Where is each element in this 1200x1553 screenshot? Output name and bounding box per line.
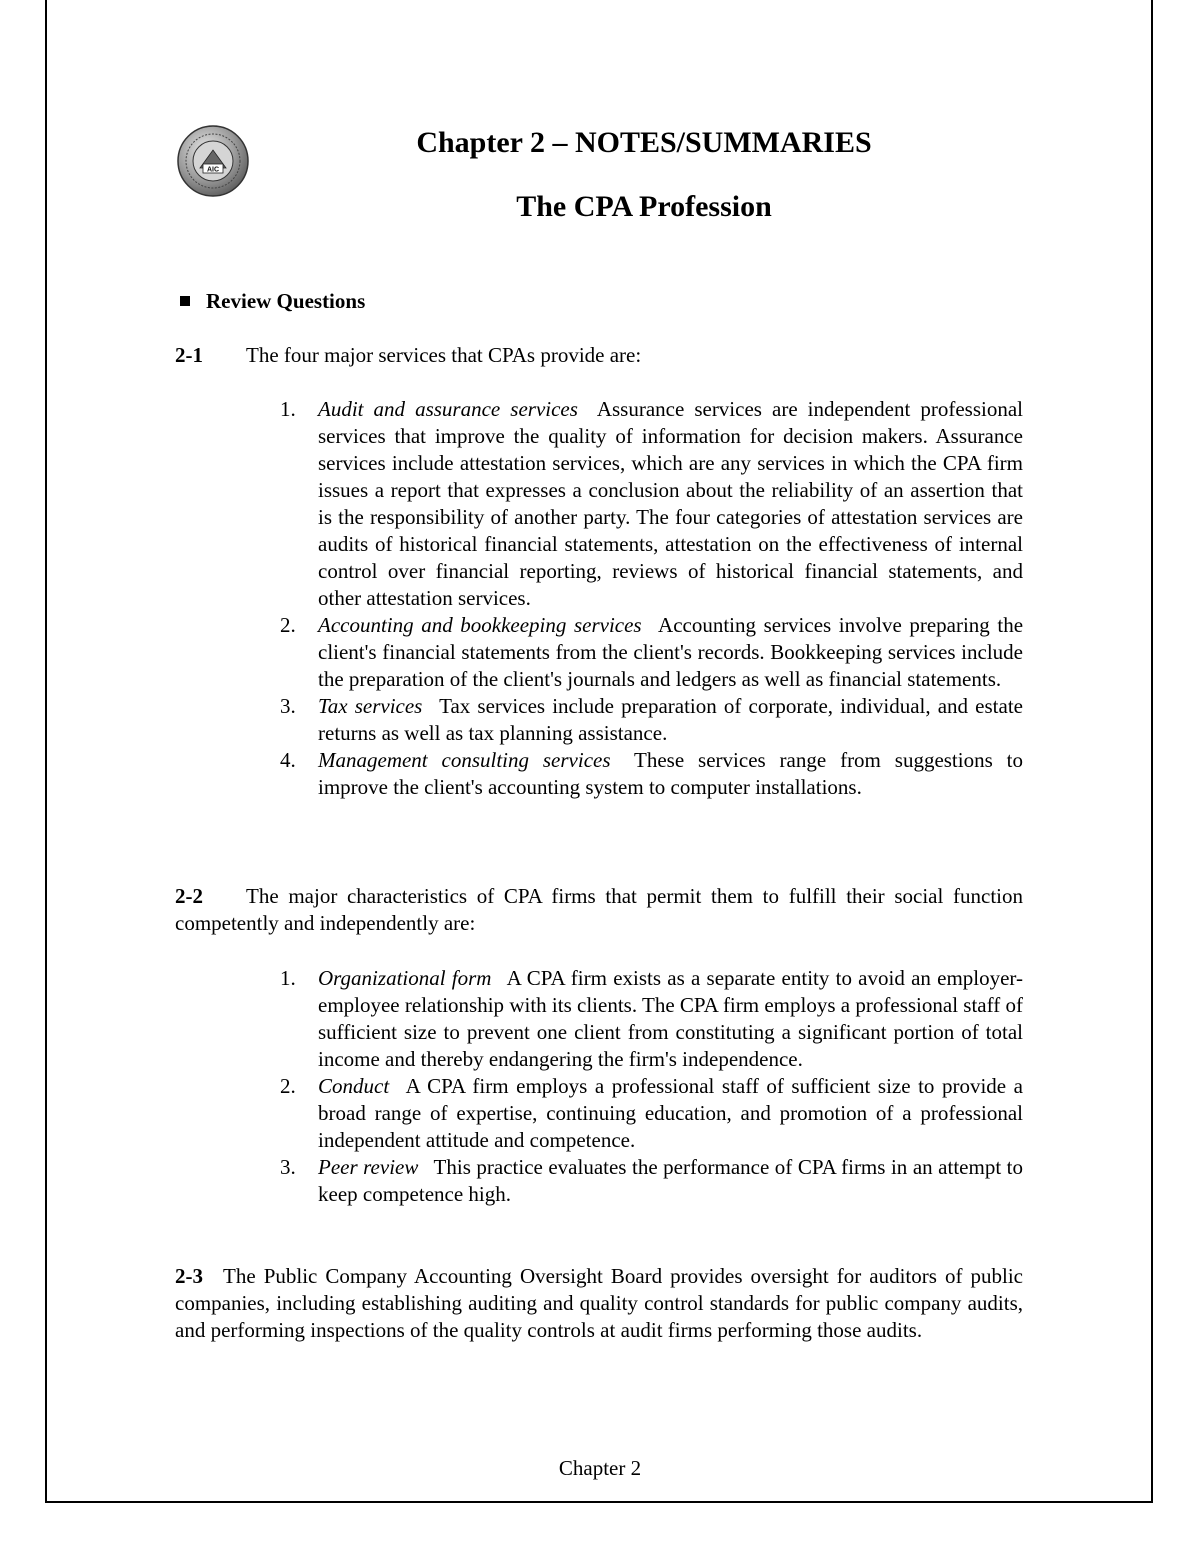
list-item-text: These services range from suggestions to improve the client's accounting system to computer installations. — [318, 748, 1023, 799]
list-item-number: 1. — [280, 397, 296, 421]
question-number: 2-2 — [175, 884, 203, 908]
list-item-number: 4. — [280, 748, 296, 772]
list-item-term: Peer review — [318, 1155, 419, 1179]
list-item — [245, 612, 1023, 693]
question-text: The Public Company Accounting Oversight Board provides oversight for auditors of public companies, including establishing auditing and quality control standards for public company audits, and performing inspections of the quality controls at audit firms performing those audits. — [175, 1264, 1023, 1342]
seal-text: AIC — [206, 166, 220, 174]
list-item-text: A CPA firm employs a professional staff of sufficient size to provide a broad range of expertise, continuing education, and promotion of a professional independent attitude and competence. — [318, 1074, 1023, 1152]
list-item-number: 2. — [280, 613, 296, 637]
list-item-term: Conduct — [318, 1074, 390, 1098]
question-2-1-list — [245, 396, 1023, 801]
page-title: Chapter 2 – NOTES/SUMMARIES — [416, 126, 872, 159]
page-footer: Chapter 2 — [558, 1456, 642, 1480]
question-intro-text: The major characteristics of CPA firms that permit them to fulfill their social function competently and independently are: — [175, 884, 1023, 935]
question-number: 2-1 — [175, 343, 203, 367]
list-item-term: Audit and assurance services — [318, 397, 578, 421]
question-2-2-list — [245, 965, 1023, 1208]
list-item — [245, 693, 1023, 747]
list-item — [245, 747, 1023, 801]
list-item-text: Tax services include preparation of corporate, individual, and estate returns as well as tax planning assistance. — [318, 694, 1023, 745]
question-2-1-intro — [175, 342, 1023, 369]
list-item-text: Accounting services involve preparing the client's financial statements from the client's records. Bookkeeping services include the preparation of the client's journals and ledgers as well as financial statements. — [318, 613, 1024, 691]
list-item — [245, 396, 1023, 612]
section-heading-label: Review Questions — [206, 289, 366, 313]
list-item — [245, 1154, 1023, 1208]
list-item-number: 3. — [280, 1155, 296, 1179]
list-item-number: 1. — [280, 966, 296, 990]
list-item-term: Organizational form — [318, 966, 492, 990]
list-item-number: 2. — [280, 1074, 296, 1098]
question-intro-text: The four major services that CPAs provide are: — [246, 343, 642, 367]
list-item-text: A CPA firm exists as a separate entity to avoid an employer-employee relationship with its clients. The CPA firm employs a professional staff of sufficient size to prevent one client from constituting a significant portion of total income and thereby endangering the firm's independence. — [318, 966, 1023, 1071]
question-number: 2-3 — [175, 1264, 203, 1288]
page-subtitle: The CPA Profession — [516, 190, 772, 223]
list-item-term: Accounting and bookkeeping services — [318, 613, 642, 637]
list-item-term: Tax services — [318, 694, 423, 718]
list-item-number: 3. — [280, 694, 296, 718]
list-item — [245, 965, 1023, 1073]
list-item-text: This practice evaluates the performance of CPA firms in an attempt to keep competence high. — [318, 1155, 1024, 1206]
section-heading — [180, 289, 365, 314]
list-item-text: Assurance services are independent professional services that improve the quality of information for decision makers. Assurance services include attestation services, which are any services in which the CPA firm issues a report that expresses a conclusion about the reliability of an assertion that is the responsibility of another party. The four categories of attestation services are audits of historical financial statements, attestation on the effectiveness of internal control over financial reporting, reviews of historical financial statements, and other attestation services. — [318, 397, 1023, 610]
list-item-term: Management consulting services — [318, 748, 611, 772]
question-2-3 — [175, 1263, 1023, 1344]
square-bullet-icon — [180, 296, 190, 306]
list-item — [245, 1073, 1023, 1154]
question-2-2-intro — [175, 883, 1023, 937]
